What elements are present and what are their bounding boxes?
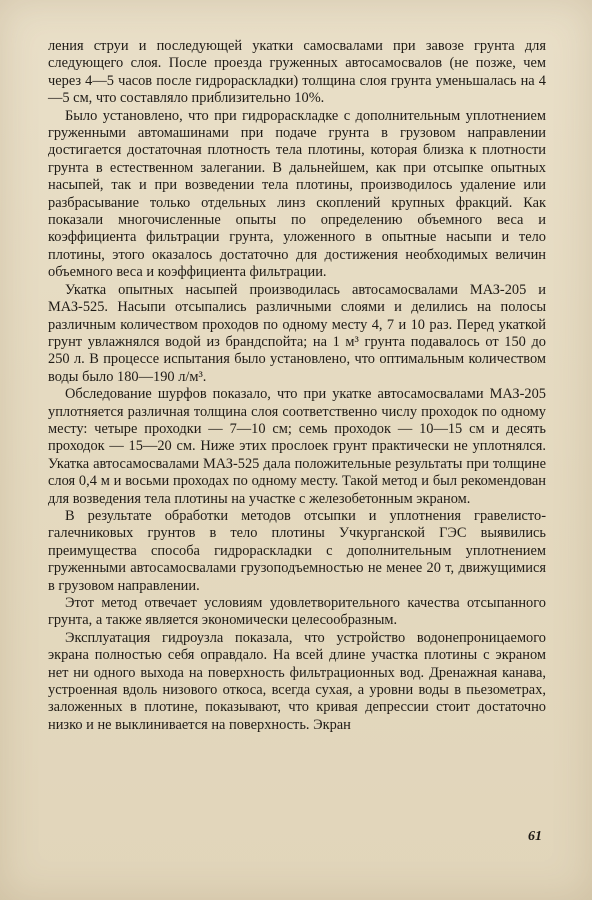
paragraph-2: Было установлено, что при гидрораскладке с дополнительным уплотнением груженными автомашинами при подаче грунта в грузовом направлении достигается достаточная плотность тела плотины, которая близка к плотности грунта в естественном залегании. В дальнейшем, как при отсыпке опытных насыпей, так и при возведении тела плотины, производилось удаление или разбрасывание только отдельных линз скоплений крупных фракций. Как показали многочисленные опыты по определению объемного веса и коэффициента фильтрации грунта, уложенного в опытные насыпи и тело плотины, этого оказалось достаточно для достижения необходимых величин объемного веса и коэффициента фильтрации.: [48, 107, 546, 281]
paragraph-7: Эксплуатация гидроузла показала, что устройство водонепроницаемого экрана полностью себя оправдало. На всей длине участка плотины с экраном нет ни одного выхода на поверхность фильтрационных вод. Дренажная канава, устроенная вдоль низового откоса, всегда сухая, а уровни воды в пьезометрах, заложенных в плотине, показывают, что кривая депрессии стоит достаточно низко и не выклинивается на поверхность. Экран: [48, 629, 546, 733]
paragraph-3: Укатка опытных насыпей производилась автосамосвалами МАЗ-205 и МАЗ-525. Насыпи отсыпались различными слоями и делились на полосы различным количеством проходов по одному месту 4, 7 и 10 раз. Перед укаткой грунт увлажнялся водой из брандспойта; на 1 м³ грунта подавалось от 150 до 250 л. В процессе испытания было установлено, что оптимальным количеством воды было 180—190 л/м³.: [48, 281, 546, 385]
paragraph-5: В результате обработки методов отсыпки и уплотнения гравелисто-галечниковых грунтов в тело плотины Учкурганской ГЭС выявились преимущества способа гидрораскладки с дополнительным уплотнением груженными автосамосвалами грузоподъемностью не менее 20 т, движущимися в грузовом направлении.: [48, 507, 546, 594]
paragraph-4: Обследование шурфов показало, что при укатке автосамосвалами МАЗ-205 уплотняется различная толщина слоя соответственно числу проходок по одному месту: четыре проходки — 7—10 см; семь проходок — 10—15 см и десять проходок — 15—20 см. Ниже этих прослоек грунт практически не уплотнялся. Укатка автосамосвалами МАЗ-525 дала положительные результаты при толщине слоя 0,4 м и восьми проходах по одному месту. Такой метод и был рекомендован для возведения тела плотины на участке с железобетонным экраном.: [48, 386, 546, 507]
page-number: 61: [528, 829, 542, 844]
paragraph-6: Этот метод отвечает условиям удовлетворительного качества отсыпанного грунта, а также является экономически целесообразным.: [48, 595, 546, 629]
paragraph-1: ления струи и последующей укатки самосвалами при завозе грунта для следующего слоя. После проезда груженных автосамосвалов (не позже, чем через 4—5 часов после гидрораскладки) толщина слоя грунта уменьшалась на 4—5 см, что составляло приблизительно 10%.: [48, 38, 546, 107]
